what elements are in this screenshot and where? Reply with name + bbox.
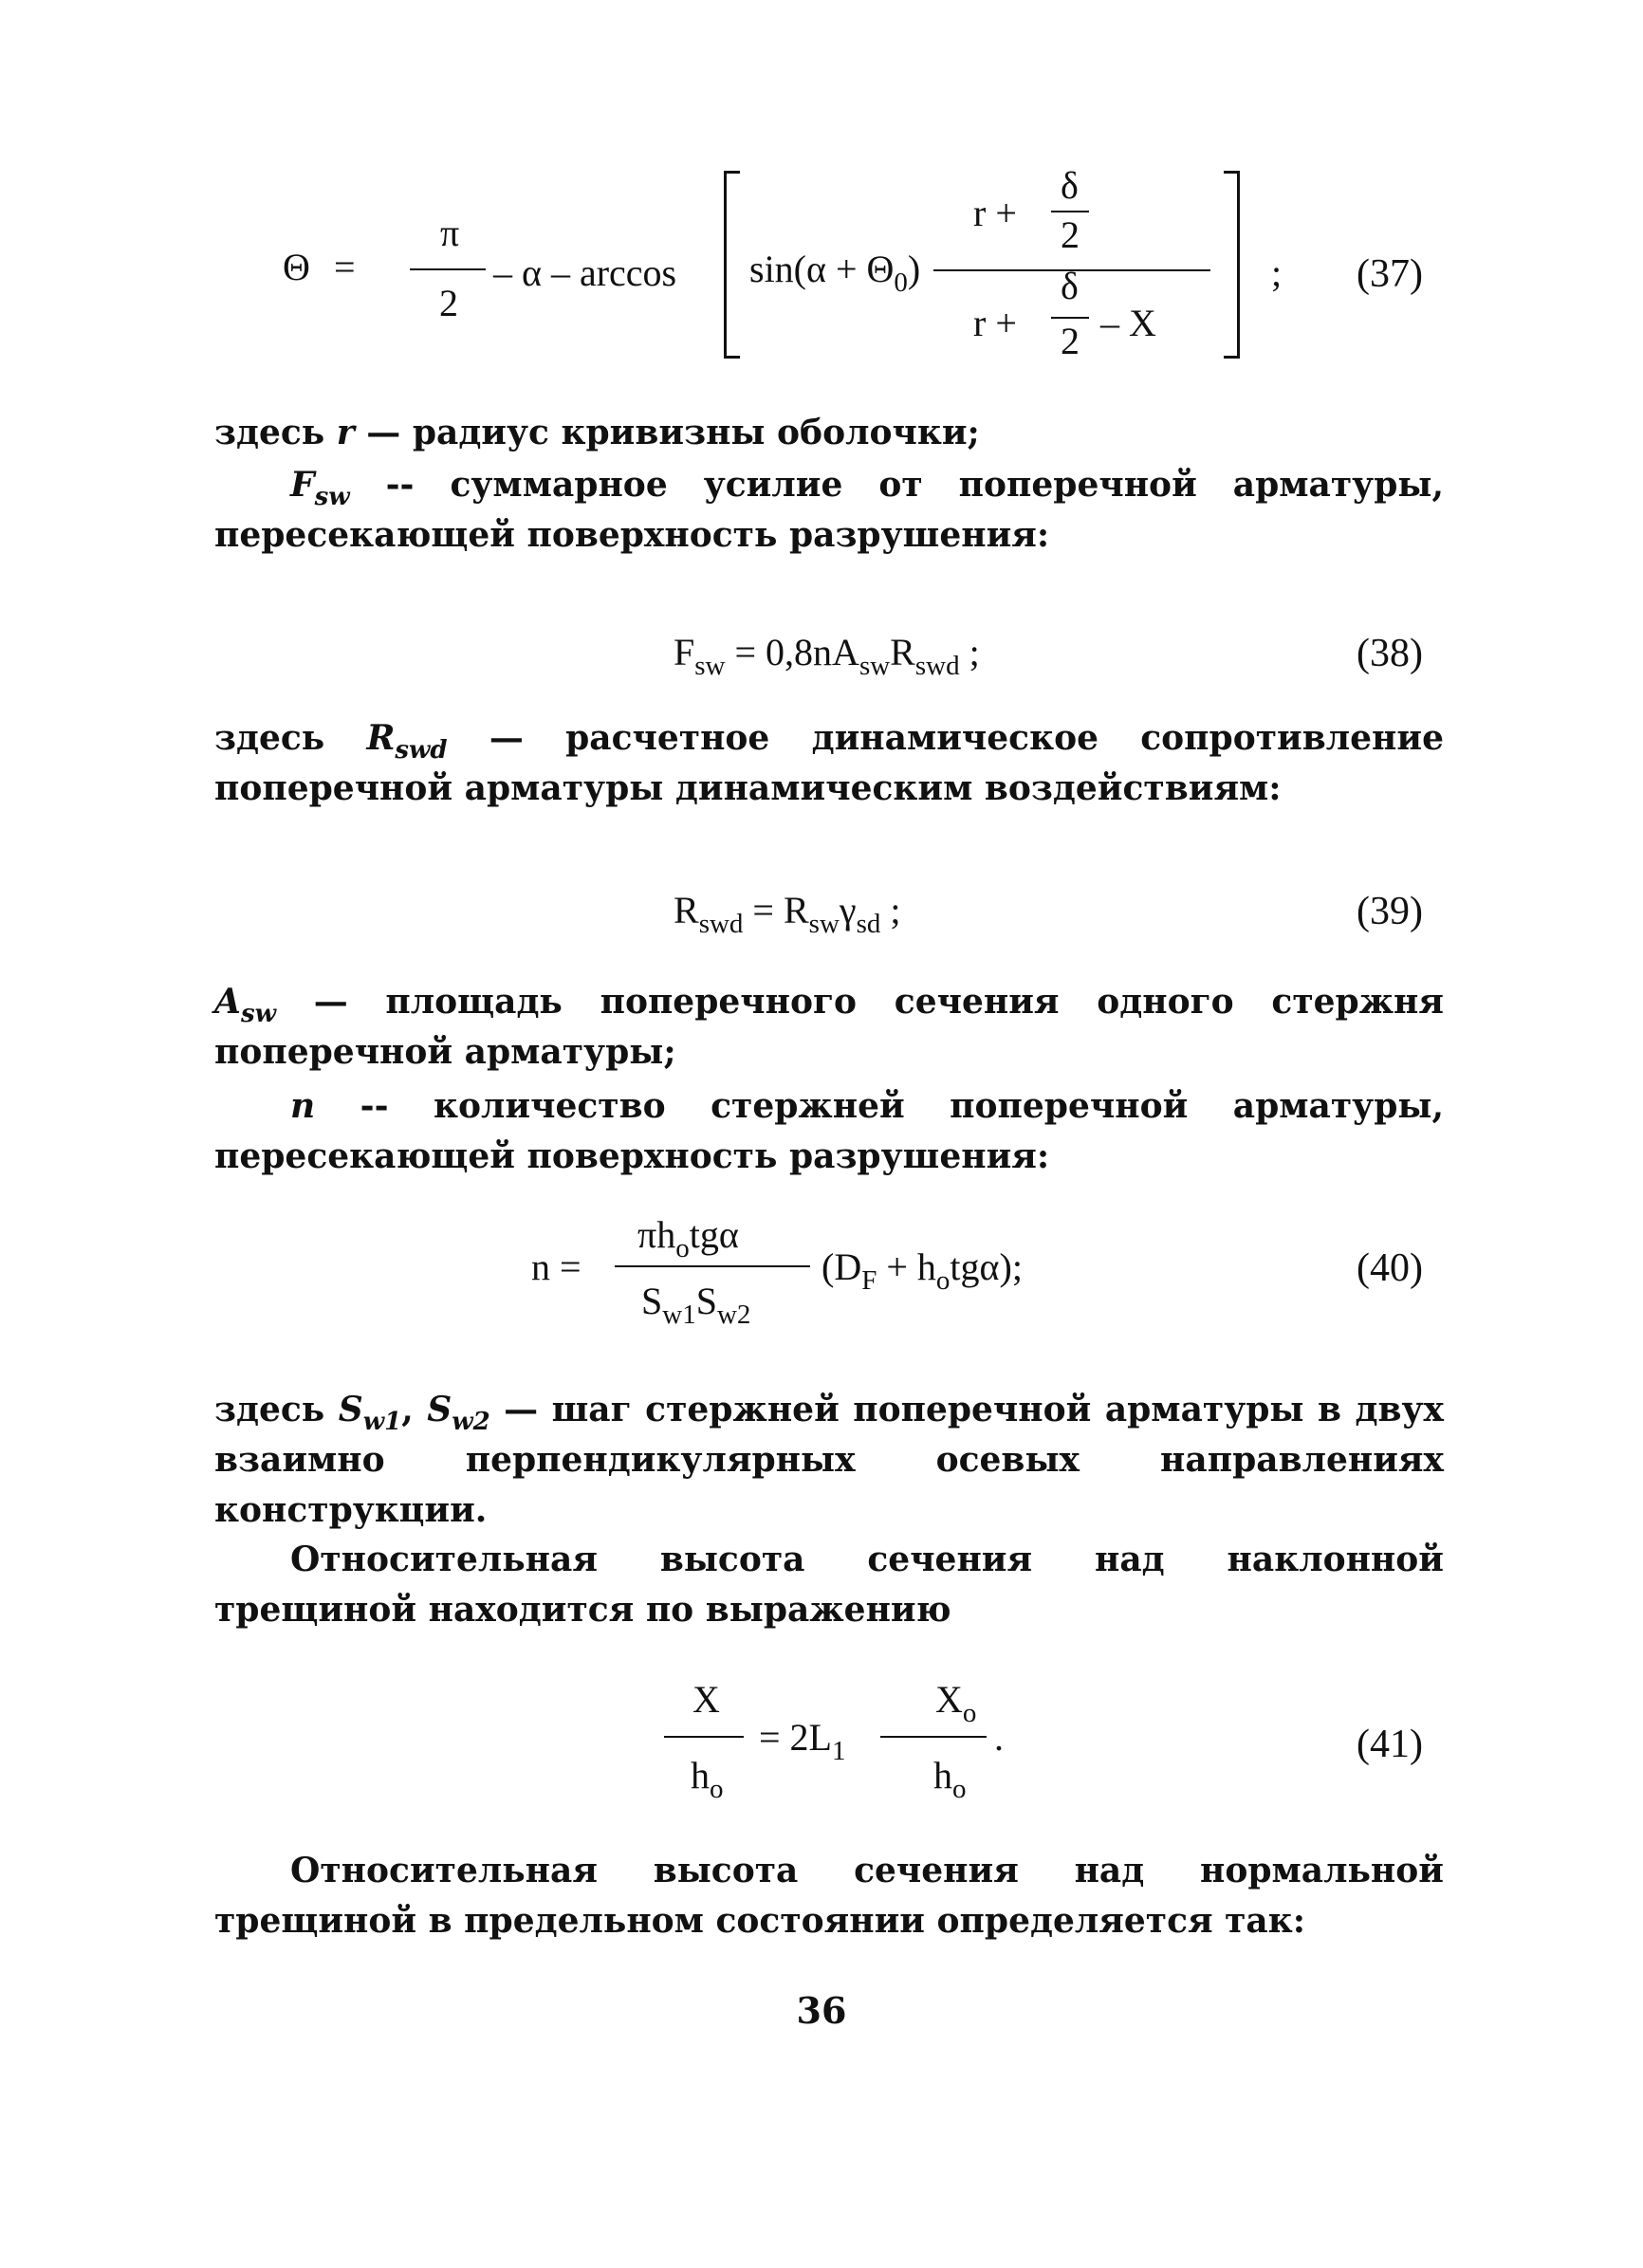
eq41-h2: $h_o$ (933, 1754, 967, 1804)
eq41-h: $h_o$ (691, 1754, 724, 1804)
paragraph-rswd: здесь $R_{swd}$ — расчетное динамическое сопротивление поперечной арматуры динамическим воздействиям: (214, 718, 1444, 808)
eq37-r-plus-top: r + (973, 192, 1017, 234)
equation-number-38: (38) (1357, 632, 1423, 675)
equation-number-39: (39) (1357, 890, 1423, 933)
eq37-delta-bottom: δ (1061, 265, 1079, 307)
eq40-rest: $(D_F + h_otg\alpha)$; (822, 1245, 1023, 1296)
equation-38: $F_{sw} = 0,8nA_{sw}R_{swd}$ ; (674, 631, 980, 681)
eq41-eq-2l: = $2L_1$ (759, 1716, 846, 1766)
paragraph-n: n -- количество стержней поперечной арматуры, пересекающей поверхность разрушения: (214, 1086, 1444, 1176)
eq37-minus-x: – X (1100, 302, 1156, 344)
eq37-inner-bar-top (1051, 211, 1089, 212)
eq37-sin-expression: $\sin(\alpha + \Theta_0)$ (749, 248, 921, 298)
paragraph-inclined-crack: Относительная высота сечения над наклонной трещиной находится по выражению (214, 1540, 1444, 1630)
eq37-equals: = (334, 246, 356, 288)
eq41-bar-right (880, 1736, 987, 1738)
equation-number-37: (37) (1357, 252, 1423, 296)
equation-number-41: (41) (1357, 1723, 1423, 1766)
eq37-two-top: 2 (1061, 213, 1080, 256)
eq41-x: X (692, 1678, 720, 1721)
eq40-denominator: $S_{w1}S_{w2}$ (641, 1280, 751, 1330)
eq41-x0: $X_o$ (935, 1678, 977, 1728)
eq37-inner-bar-bottom (1051, 317, 1089, 319)
left-bracket (724, 171, 740, 359)
eq41-bar-left (664, 1736, 744, 1738)
page-number: 36 (796, 1989, 847, 2032)
paragraph-normal-crack: Относительная высота сечения над нормальной трещиной в предельном состоянии определяется так: (214, 1851, 1444, 1941)
eq40-numerator: $\pi h_otg\alpha$ (637, 1213, 739, 1263)
paragraph-fsw: $F_{sw}$ -- суммарное усилие от поперечной арматуры, пересекающей поверхность разрушения: (214, 465, 1444, 555)
paragraph-sw-step: здесь $S_{w1}$, $S_{w2}$ — шаг стержней поперечной арматуры в двух взаимно перпендикулярных осевых направлениях конструкции. (214, 1390, 1444, 1530)
equation-number-40: (40) (1357, 1246, 1423, 1290)
eq37-theta: Θ (283, 246, 310, 288)
eq41-period: . (994, 1716, 1004, 1759)
eq37-two-bottom: 2 (1061, 320, 1080, 362)
eq37-semicolon: ; (1271, 251, 1283, 294)
eq40-lhs: n = (531, 1245, 582, 1288)
paragraph-radius: здесь r — радиус кривизны оболочки; (214, 413, 980, 452)
eq37-fraction-bar-pi (410, 268, 486, 270)
eq37-two: 2 (439, 282, 458, 324)
equation-39: $R_{swd} = R_{sw}\gamma_{sd}$ ; (674, 889, 901, 939)
eq40-fraction-bar (615, 1265, 810, 1267)
paragraph-asw: $A_{sw}$ — площадь поперечного сечения одного стержня поперечной арматуры; (214, 982, 1444, 1072)
right-bracket (1224, 171, 1240, 359)
eq37-r-plus-bottom: r + (973, 302, 1017, 344)
eq37-minus-alpha-arccos: – α – arccos (493, 251, 677, 294)
eq37-pi: π (440, 212, 460, 254)
eq37-delta-top: δ (1061, 164, 1079, 207)
